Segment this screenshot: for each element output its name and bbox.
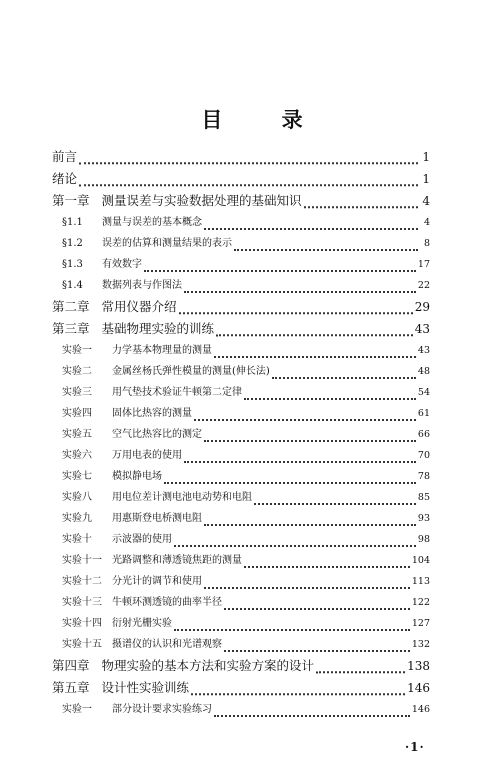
dot-leader — [234, 244, 418, 252]
toc-entry[interactable] — [52, 592, 430, 613]
dot-leader — [191, 686, 405, 695]
dot-leader — [224, 603, 410, 611]
toc-entry[interactable] — [52, 677, 430, 699]
toc-entry-number: 实验十三 — [62, 597, 102, 608]
toc-entry-page: 22 — [417, 280, 430, 291]
toc-entry[interactable] — [52, 529, 430, 550]
toc-entry-page: 93 — [417, 513, 430, 524]
toc-entry[interactable] — [52, 487, 430, 508]
toc-entry-page: 1 — [422, 172, 430, 186]
toc-entry-title: 力学基本物理量的测量 — [112, 345, 212, 356]
dot-leader — [304, 199, 418, 208]
toc-entry-label — [62, 212, 202, 233]
toc-entry-title: 用气垫技术验证牛顿第二定律 — [112, 387, 242, 398]
dot-leader — [214, 710, 410, 718]
dot-leader — [79, 177, 418, 186]
toc-entry-label — [62, 466, 162, 487]
toc-entry-label — [52, 677, 189, 699]
dot-leader — [164, 477, 416, 485]
dot-leader — [316, 664, 405, 673]
toc-entry-title: 用电位差计测电池电动势和电阻 — [112, 492, 252, 503]
dot-leader — [204, 223, 418, 231]
toc-entry-number: 实验十五 — [62, 639, 102, 650]
toc-entry-title: 摄谱仪的认识和光谱观察 — [112, 639, 222, 650]
toc-entry-number: §1.3 — [62, 259, 83, 270]
toc-entry[interactable] — [52, 466, 430, 487]
toc-entry[interactable] — [52, 318, 430, 340]
toc-entry-page: 70 — [417, 450, 430, 461]
toc-entry-title: 用惠斯登电桥测电阻 — [112, 513, 202, 524]
toc-entry-label — [52, 146, 77, 168]
dot-leader — [204, 582, 410, 590]
toc-entry-label — [62, 699, 212, 720]
toc-entry-title: 物理实验的基本方法和实验方案的设计 — [101, 658, 315, 673]
toc-entry-title: 基础物理实验的训练 — [101, 321, 215, 336]
dot-leader — [184, 456, 416, 464]
toc-entry-title: 误差的估算和测量结果的表示 — [102, 238, 232, 249]
dot-leader — [216, 327, 413, 336]
toc-entry-number: 第五章 — [52, 680, 90, 695]
toc-entry-label — [52, 168, 77, 190]
toc-entry-title: 衍射光栅实验 — [112, 618, 172, 629]
toc-entry-page: 8 — [423, 238, 430, 249]
toc-entry-title: 光路调整和薄透镜焦距的测量 — [112, 555, 242, 566]
toc-entry-number: §1.1 — [62, 217, 83, 228]
toc-entry-label — [62, 445, 182, 466]
toc-entry-title: 固体比热容的测量 — [112, 408, 192, 419]
toc-entry-number: 实验十 — [62, 534, 92, 545]
dot-leader — [194, 414, 416, 422]
toc-entry-page: 1 — [422, 150, 430, 164]
toc-entry[interactable] — [52, 613, 430, 634]
dot-leader — [79, 155, 418, 164]
dot-leader — [254, 498, 416, 506]
dot-leader — [214, 351, 416, 359]
toc-entry[interactable] — [52, 403, 430, 424]
toc-entry-title: 前言 — [52, 149, 78, 164]
toc-entry-page: 98 — [417, 534, 430, 545]
toc-entry-page: 61 — [417, 408, 430, 419]
toc-entry-number: 第二章 — [52, 299, 90, 314]
toc-entry-title: 牛顿环测透镜的曲率半径 — [112, 597, 222, 608]
toc-entry[interactable] — [52, 508, 430, 529]
toc-entry-number: 实验一 — [62, 345, 92, 356]
toc-entry[interactable] — [52, 571, 430, 592]
toc-entry[interactable] — [52, 634, 430, 655]
toc-entry-number: 实验六 — [62, 450, 92, 461]
toc-entry-label — [62, 487, 252, 508]
toc-entry-page: 48 — [417, 366, 430, 377]
page-title: 目 录 — [201, 107, 329, 132]
toc-entry-number: 实验十一 — [62, 555, 102, 566]
toc-entry-number: 实验八 — [62, 492, 92, 503]
toc-entry-number: 实验九 — [62, 513, 92, 524]
toc-entry-label — [62, 254, 142, 275]
toc-entry-title: 部分设计要求实验练习 — [112, 704, 212, 715]
toc-entry[interactable] — [52, 254, 430, 275]
toc-entry-label — [62, 613, 172, 634]
toc-entry[interactable] — [52, 382, 430, 403]
toc-entry-label — [62, 382, 242, 403]
toc-entry-label — [62, 361, 270, 382]
toc-entry[interactable] — [52, 550, 430, 571]
toc-entry[interactable] — [52, 146, 430, 168]
toc-entry-label — [52, 655, 314, 677]
toc-entry-number: 实验四 — [62, 408, 92, 419]
toc-entry-number: §1.2 — [62, 238, 83, 249]
toc-entry-page: 127 — [411, 618, 430, 629]
toc-entry-page: 113 — [411, 576, 430, 587]
toc-entry-title: 测量误差与实验数据处理的基础知识 — [101, 193, 302, 208]
toc-entry-title: 模拟静电场 — [112, 471, 162, 482]
toc-entry-number: 实验十二 — [62, 576, 102, 587]
toc-entry-number: 实验三 — [62, 387, 92, 398]
toc-entry[interactable] — [52, 361, 430, 382]
toc-entry-number: 实验二 — [62, 366, 92, 377]
dot-leader — [174, 624, 410, 632]
toc-entry-page: 104 — [411, 555, 430, 566]
toc-entry-title: 万用电表的使用 — [112, 450, 182, 461]
toc-entry-page: 4 — [422, 194, 430, 208]
toc-entry-title: 空气比热容比的测定 — [112, 429, 202, 440]
dot-leader — [204, 519, 416, 527]
toc-entry-title: 测量与误差的基本概念 — [102, 217, 202, 228]
page-number: ·1· — [405, 740, 425, 754]
toc-entry-page: 4 — [423, 217, 430, 228]
toc-entry-page: 85 — [417, 492, 430, 503]
toc-entry-number: 实验十四 — [62, 618, 102, 629]
toc-entry-title: 绪论 — [52, 171, 78, 186]
toc-entry-title: 有效数字 — [102, 259, 142, 270]
toc-entry-number: 第四章 — [52, 658, 90, 673]
dot-leader — [179, 305, 413, 314]
toc-entry-title: 设计性实验训练 — [101, 680, 190, 695]
toc-entry-page: 138 — [407, 659, 430, 673]
dot-leader — [224, 645, 410, 653]
toc-entry-title: 金属丝杨氏弹性模量的测量(伸长法) — [112, 366, 270, 377]
toc-entry[interactable] — [52, 296, 430, 318]
toc-entry[interactable] — [52, 190, 430, 212]
toc-entry-page: 78 — [417, 471, 430, 482]
toc-entry-label — [62, 403, 192, 424]
dot-leader — [244, 393, 416, 401]
toc-entry-title: 示波器的使用 — [112, 534, 172, 545]
toc-entry-label — [62, 634, 222, 655]
toc-entry-page: 146 — [407, 681, 430, 695]
toc-entry[interactable] — [52, 445, 430, 466]
toc-entry-label — [52, 318, 214, 340]
toc-entry-page: 54 — [417, 387, 430, 398]
table-of-contents — [52, 146, 430, 720]
toc-entry-number: 实验五 — [62, 429, 92, 440]
dot-leader — [184, 286, 416, 294]
toc-entry-number: 第三章 — [52, 321, 90, 336]
toc-entry-label — [52, 296, 177, 318]
toc-entry-page: 43 — [417, 345, 430, 356]
dot-leader — [174, 540, 416, 548]
toc-entry-title: 数据列表与作图法 — [102, 280, 182, 291]
toc-entry[interactable] — [52, 168, 430, 190]
dot-leader — [244, 561, 410, 569]
toc-entry-page: 146 — [411, 704, 430, 715]
toc-entry-number: 第一章 — [52, 193, 90, 208]
toc-entry-page: 132 — [411, 639, 430, 650]
toc-entry-label — [62, 233, 232, 254]
toc-entry-page: 66 — [417, 429, 430, 440]
toc-entry-label — [62, 275, 182, 296]
toc-entry-label — [62, 424, 202, 445]
toc-entry[interactable] — [52, 275, 430, 296]
toc-entry-label — [62, 508, 202, 529]
toc-entry-label — [62, 340, 212, 361]
toc-entry-page: 43 — [414, 322, 430, 336]
toc-entry-label — [62, 529, 172, 550]
toc-entry-number: §1.4 — [62, 280, 83, 291]
dot-leader — [272, 372, 416, 380]
toc-entry-title: 常用仪器介绍 — [101, 299, 177, 314]
toc-entry[interactable] — [52, 424, 430, 445]
toc-entry-number: 实验七 — [62, 471, 92, 482]
toc-entry[interactable] — [52, 655, 430, 677]
toc-entry-page: 122 — [411, 597, 430, 608]
toc-entry[interactable] — [52, 233, 430, 254]
toc-entry-label — [62, 550, 242, 571]
toc-entry-title: 分光计的调节和使用 — [112, 576, 202, 587]
toc-entry[interactable] — [52, 340, 430, 361]
toc-entry[interactable] — [52, 699, 430, 720]
toc-entry-label — [52, 190, 302, 212]
toc-entry-page: 17 — [417, 259, 430, 270]
toc-entry-page: 29 — [414, 300, 430, 314]
dot-leader — [144, 265, 416, 273]
dot-leader — [204, 435, 416, 443]
toc-entry-number: 实验一 — [62, 704, 92, 715]
toc-entry-label — [62, 592, 222, 613]
toc-entry-label — [62, 571, 202, 592]
toc-entry[interactable] — [52, 212, 430, 233]
